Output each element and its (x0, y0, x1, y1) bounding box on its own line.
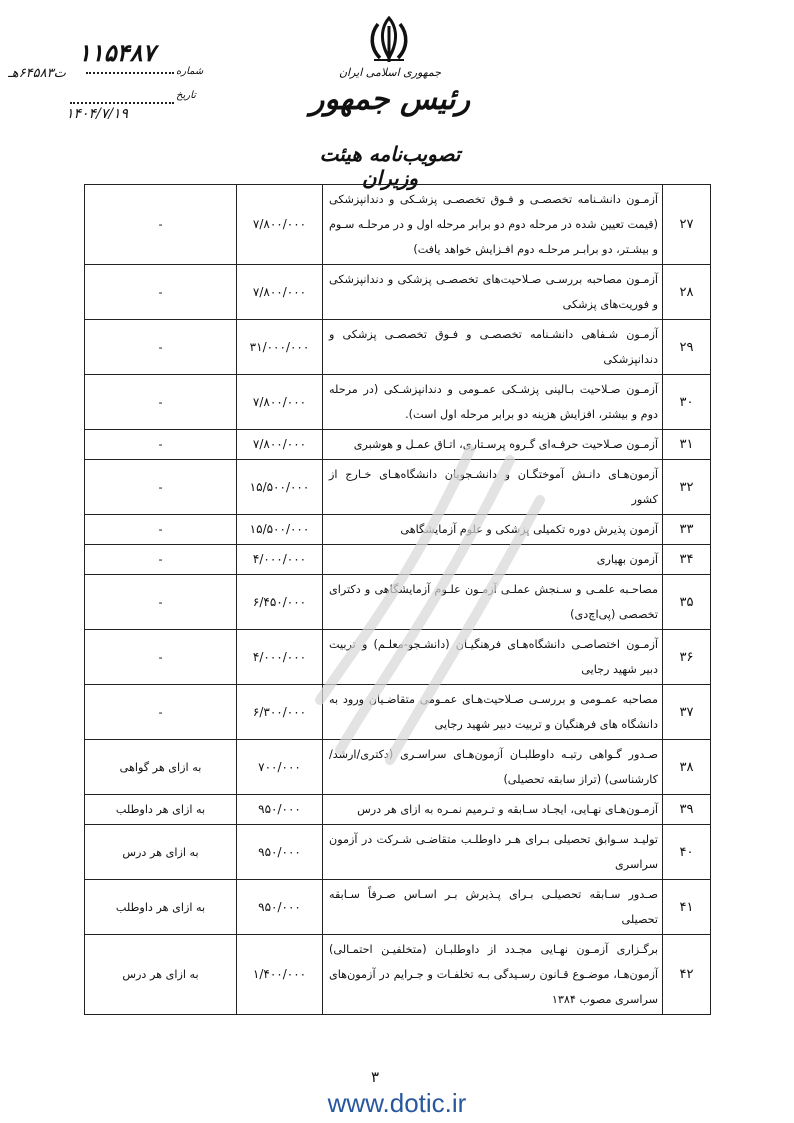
row-description: آزمـون صـلاحیت حرفـه‌ای گـروه پرسـتاری، اتـاق عمـل و هوشبری (323, 430, 663, 460)
row-fee: ۳۱/۰۰۰/۰۰۰ (237, 320, 323, 375)
row-description: آزمـون مصاحبه بررسـی صـلاحیت‌های تخصصـی پزشکی و دندانپزشکی و فوریت‌های پزشکی (323, 265, 663, 320)
row-description: صـدور گـواهی رتبـه داوطلبـان آزمون‌هـای سراسـری (دکتری/ارشد/کارشناسی) (تراز سابقه تحصیلی) (323, 740, 663, 795)
row-description: آزمون پذیرش دوره تکمیلی پزشکی و علوم آزمایشگاهی (323, 515, 663, 545)
row-description: آزمـون‌هـای نهـایی، ایجـاد سـابقه و تـرمیم نمـره به ازای هر درس (323, 795, 663, 825)
table-row (85, 685, 711, 740)
row-number: ۳۴ (663, 545, 711, 575)
row-fee: ۶/۴۵۰/۰۰۰ (237, 575, 323, 630)
table-row (85, 935, 711, 1015)
row-number: ۳۲ (663, 460, 711, 515)
row-fee: ۹۵۰/۰۰۰ (237, 825, 323, 880)
row-description: آزمـون شـفاهی دانشـنامه تخصصـی و فـوق تخصصـی پزشکی و دندانپزشکی (323, 320, 663, 375)
row-number: ۳۶ (663, 630, 711, 685)
letter-reference: ت۶۴۵۸۳هـ (8, 66, 66, 81)
row-note: به ازای هر داوطلب (85, 880, 237, 935)
table-row (85, 575, 711, 630)
row-note: به ازای هر گواهی (85, 740, 237, 795)
row-number: ۳۰ (663, 375, 711, 430)
row-number: ۴۱ (663, 880, 711, 935)
table-row (85, 460, 711, 515)
row-fee: ۱۵/۵۰۰/۰۰۰ (237, 515, 323, 545)
row-note: - (85, 545, 237, 575)
row-description: صـدور سـابقه تحصیلـی بـرای پـذیرش بـر اسـاس صـرفاً سـابقه تحصیلی (323, 880, 663, 935)
row-fee: ۷/۸۰۰/۰۰۰ (237, 265, 323, 320)
row-fee: ۱۵/۵۰۰/۰۰۰ (237, 460, 323, 515)
table-row (85, 185, 711, 265)
table-row (85, 740, 711, 795)
row-description: آزمون بهیاری (323, 545, 663, 575)
row-description: آزمـون صـلاحیت بـالینی پزشـکی عمـومی و دندانپزشـکی (در مرحله دوم و بیشتر، افزایش هزینه دو برابر مرحله اول است). (323, 375, 663, 430)
table-row (85, 375, 711, 430)
row-note: - (85, 575, 237, 630)
row-note: - (85, 630, 237, 685)
table-row (85, 515, 711, 545)
number-dotted-line (86, 72, 174, 74)
row-fee: ۱/۴۰۰/۰۰۰ (237, 935, 323, 1015)
row-number: ۳۱ (663, 430, 711, 460)
row-description: آزمـون دانشـنامه تخصصـی و فـوق تخصصـی پزشـکی و دندانپزشکی (قیمت تعیین شده در مرحله دوم دو برابر مرحله اول و در مرحلـه سـوم و بیشـتر، دو برابـر مرحلـه دوم افـزایش خواهد یافت) (323, 185, 663, 265)
row-number: ۲۹ (663, 320, 711, 375)
letter-date: ۱۴۰۴/۷/۱۹ (66, 106, 129, 122)
row-fee: ۶/۳۰۰/۰۰۰ (237, 685, 323, 740)
row-number: ۳۸ (663, 740, 711, 795)
table-row (85, 320, 711, 375)
row-number: ۲۷ (663, 185, 711, 265)
office-title: رئیس جمهور (309, 82, 471, 117)
table-row (85, 265, 711, 320)
row-description: تولیـد سـوابق تحصیلی بـرای هـر داوطلـب متقاضـی شـرکت در آزمون سراسری (323, 825, 663, 880)
page-number: ۳ (370, 1068, 380, 1086)
document-meta (8, 38, 208, 128)
row-number: ۳۳ (663, 515, 711, 545)
row-description: مصاحـبه علمـی و سـنجش عملـی آزمـون علـوم آزمایشگاهی و دکترای تخصصی (پی‌اچ‌دی) (323, 575, 663, 630)
row-note: به ازای هر درس (85, 825, 237, 880)
footer-url[interactable]: www.dotic.ir (327, 1088, 467, 1118)
republic-title: جمهوری اسلامی ایران (338, 66, 442, 79)
row-fee: ۷/۸۰۰/۰۰۰ (237, 185, 323, 265)
row-number: ۴۰ (663, 825, 711, 880)
row-fee: ۴/۰۰۰/۰۰۰ (237, 630, 323, 685)
row-number: ۳۹ (663, 795, 711, 825)
row-description: آزمـون اختصاصـی دانشگاه‌هـای فرهنگیـان (دانشـجو-معلـم) و تربیت دبیر شهید رجایی (323, 630, 663, 685)
table-row (85, 880, 711, 935)
number-label: شماره (176, 66, 204, 77)
row-fee: ۹۵۰/۰۰۰ (237, 795, 323, 825)
row-note: - (85, 265, 237, 320)
document-subtitle: تصویب‌نامه هیئت وزیران (319, 142, 461, 190)
row-number: ۳۷ (663, 685, 711, 740)
row-number: ۴۲ (663, 935, 711, 1015)
row-number: ۳۵ (663, 575, 711, 630)
row-note: به ازای هر داوطلب (85, 795, 237, 825)
table-row (85, 825, 711, 880)
table-row (85, 430, 711, 460)
row-note: - (85, 515, 237, 545)
row-fee: ۷/۸۰۰/۰۰۰ (237, 375, 323, 430)
row-note: - (85, 430, 237, 460)
row-note: - (85, 460, 237, 515)
row-description: برگـزاری آزمـون نهـایی مجـدد از داوطلبـان (متخلفیـن احتمـالی) آزمون‌هـا، موضـوع قـانون رسـیدگی بـه تخلفـات و جـرایم در آزمون‌های سراسری مصوب ۱۳۸۴ (323, 935, 663, 1015)
row-fee: ۴/۰۰۰/۰۰۰ (237, 545, 323, 575)
row-fee: ۹۵۰/۰۰۰ (237, 880, 323, 935)
row-description: مصاحبه عمـومی و بررسـی صـلاحیت‌هـای عمـومی متقاضـیان ورود به دانشگاه های فرهنگیان و تربیت دبیر شهید رجایی (323, 685, 663, 740)
row-fee: ۷/۸۰۰/۰۰۰ (237, 430, 323, 460)
row-note: - (85, 375, 237, 430)
row-number: ۲۸ (663, 265, 711, 320)
date-label: تاریخ (176, 90, 196, 101)
iran-emblem-icon (364, 14, 414, 66)
letter-number: ۱۱۵۴۸۷ (78, 38, 156, 67)
row-note: به ازای هر درس (85, 935, 237, 1015)
table-row (85, 545, 711, 575)
fee-table (84, 184, 711, 1015)
row-note: - (85, 320, 237, 375)
row-note: - (85, 185, 237, 265)
date-dotted-line (70, 102, 174, 104)
row-note: - (85, 685, 237, 740)
table-row (85, 630, 711, 685)
row-fee: ۷۰۰/۰۰۰ (237, 740, 323, 795)
row-description: آزمون‌هـای دانـش آموختگـان و دانشـجویان دانشگاه‌هـای خـارج از کشور (323, 460, 663, 515)
fee-table-body (85, 185, 711, 1015)
table-row (85, 795, 711, 825)
